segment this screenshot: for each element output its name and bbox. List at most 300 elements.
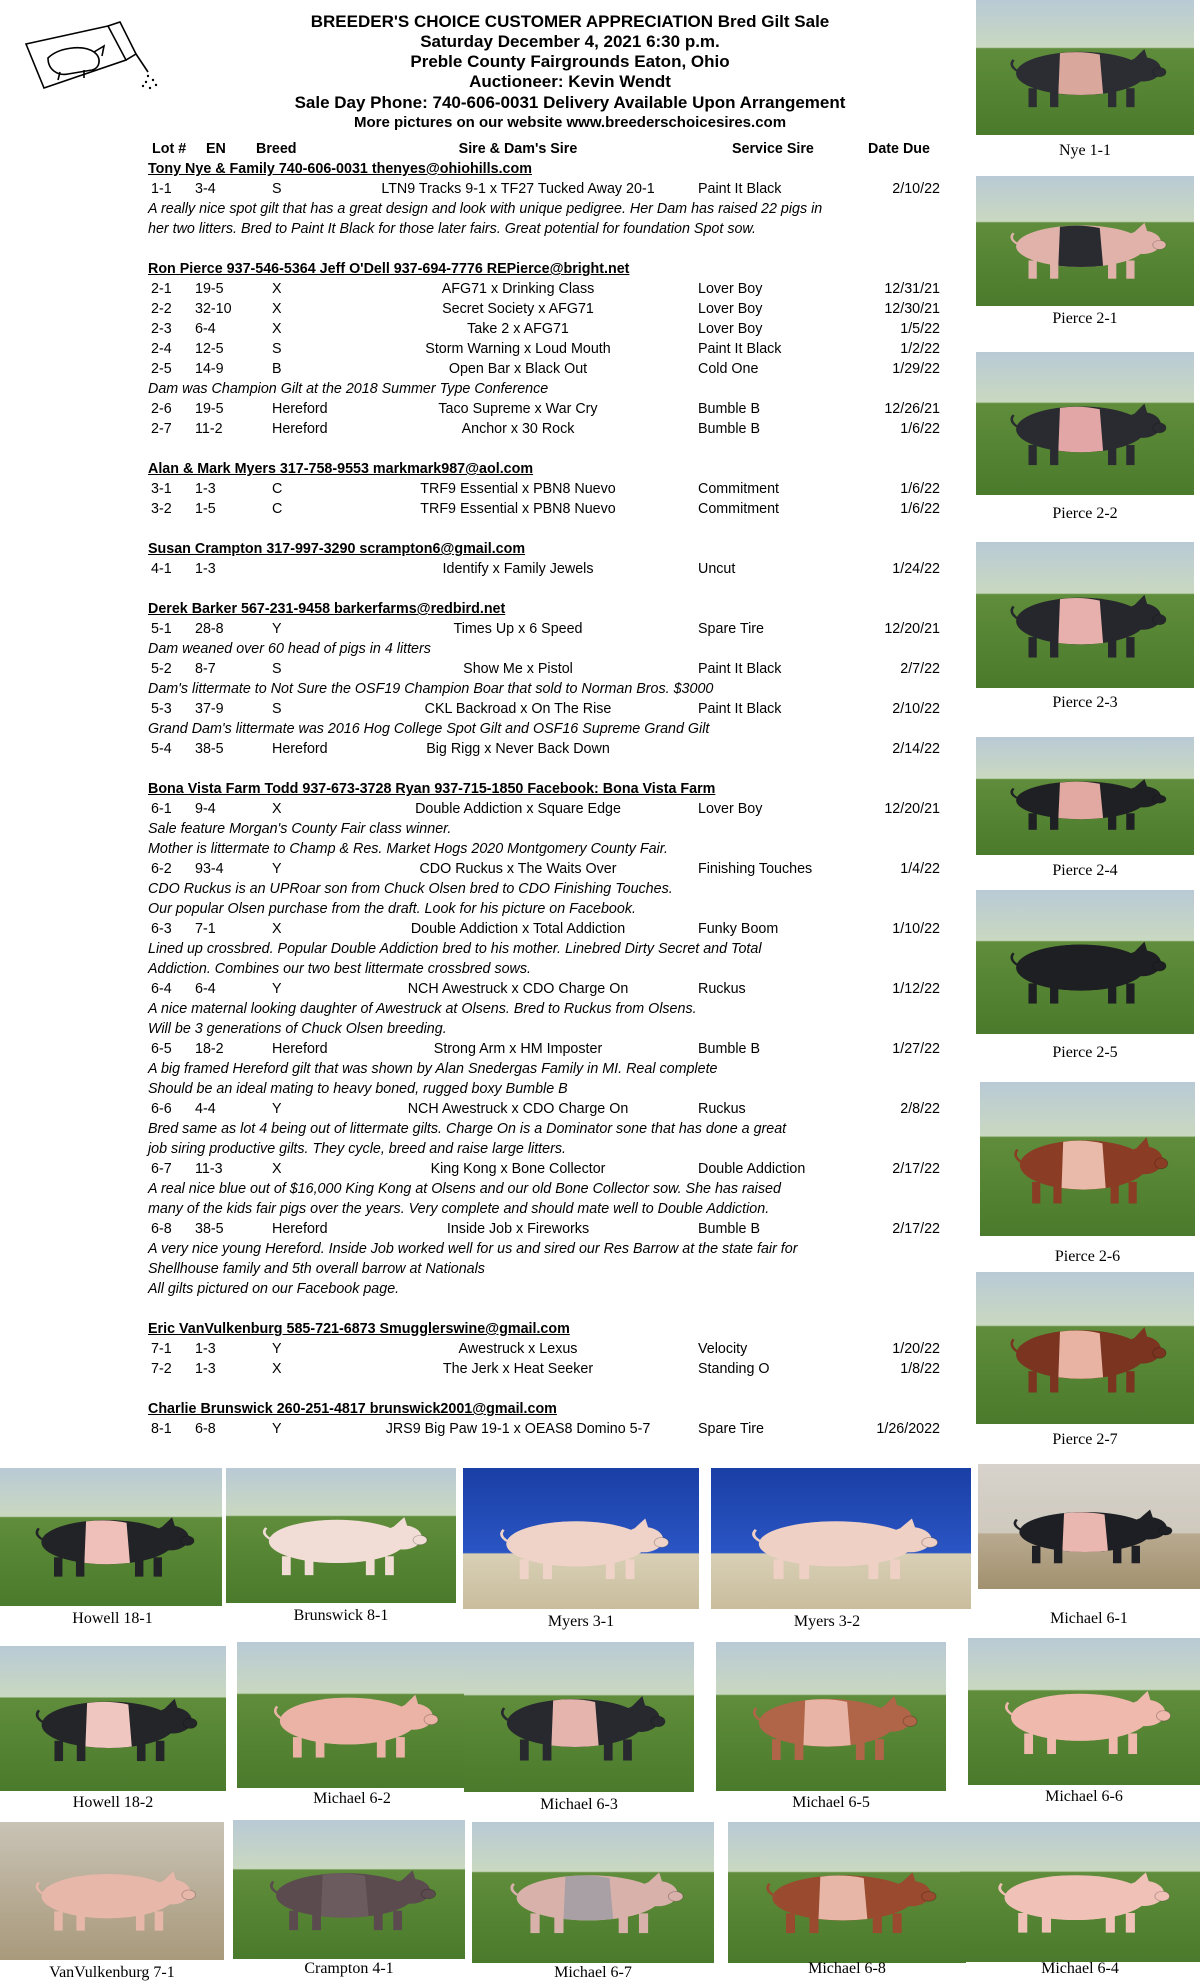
ear-notch: 19-5 [195, 281, 224, 297]
ear-notch: 1-5 [195, 501, 216, 517]
breed: Hereford [272, 401, 328, 417]
photo-caption: Howell 18-1 [72, 1610, 153, 1627]
photo-caption: Michael 6-1 [1050, 1610, 1128, 1627]
ear-notch: 19-5 [195, 401, 224, 417]
sale-location: Preble County Fairgrounds Eaton, Ohio [410, 52, 730, 71]
pig-photo [472, 1822, 714, 1963]
breed: Y [272, 981, 282, 997]
breed: B [272, 361, 282, 377]
photo-caption: Myers 3-1 [547, 1613, 615, 1630]
service-sire: Lover Boy [698, 801, 763, 817]
date-due: 1/20/22 [892, 1341, 940, 1357]
date-due: 1/5/22 [900, 321, 940, 337]
ear-notch: 7-1 [195, 921, 216, 937]
pig-icon [491, 1510, 670, 1581]
sire-dam-sire: AFG71 x Drinking Class [441, 281, 595, 297]
pig-icon [1006, 1128, 1169, 1205]
lot-note: her two litters. Bred to Paint It Black for those later fairs. Great potential for foundation Spot sow. [148, 221, 756, 237]
service-sire: Paint It Black [698, 341, 782, 357]
column-headers [148, 140, 958, 160]
lot-number: 5-3 [151, 701, 172, 717]
date-due: 1/4/22 [900, 861, 940, 877]
lot-note: Grand Dam's littermate was 2016 Hog College Spot Gilt and OSF16 Supreme Grand Gilt [148, 721, 710, 737]
sale-header [170, 12, 970, 132]
pig-icon [27, 1863, 197, 1932]
consignor-heading: Ron Pierce 937-546-5364 Jeff O'Dell 937-694-7776 REPierce@bright.net [148, 261, 630, 277]
pig-photo [976, 737, 1194, 855]
lot-number: 6-3 [151, 921, 172, 937]
photo-caption: Michael 6-5 [792, 1794, 870, 1811]
sire-dam-sire: King Kong x Bone Collector [430, 1161, 606, 1177]
photo-caption: Michael 6-8 [808, 1960, 886, 1977]
ear-notch: 1-3 [195, 561, 216, 577]
photo-caption: Myers 3-2 [793, 1613, 861, 1630]
lot-row [148, 920, 958, 940]
spacer [148, 580, 958, 600]
lot-number: 3-2 [151, 501, 172, 517]
sire-dam-sire: Open Bar x Black Out [448, 361, 588, 377]
lot-row [148, 480, 958, 500]
sire-dam-sire: NCH Awestruck x CDO Charge On [407, 981, 629, 997]
breed: Y [272, 621, 282, 637]
pig-photo [0, 1468, 222, 1606]
photo-caption: Pierce 2-2 [1052, 505, 1118, 522]
pig-photo [464, 1642, 694, 1792]
sale-title: BREEDER'S CHOICE CUSTOMER APPRECIATION Bred Gilt Sale [310, 12, 830, 31]
date-due: 1/6/22 [900, 481, 940, 497]
service-sire: Finishing Touches [698, 861, 813, 877]
date-due: 2/17/22 [892, 1221, 940, 1237]
pig-icon [501, 1864, 685, 1935]
sire-dam-sire: Big Rigg x Never Back Down [426, 741, 610, 757]
lot-number: 6-5 [151, 1041, 172, 1057]
col-lot: Lot # [152, 141, 187, 157]
pig-icon [1002, 215, 1168, 280]
lot-row [148, 620, 958, 640]
lot-note: A really nice spot gilt that has a great design and look with unique pedigree. Her Dam has raised 22 pigs in [148, 201, 823, 217]
col-en: EN [206, 141, 226, 157]
consignor-heading: Derek Barker 567-231-9458 barkerfarms@redbird.net [148, 601, 506, 617]
sale-listing [148, 140, 958, 1440]
lot-number: 2-6 [151, 401, 172, 417]
lot-number: 1-1 [151, 181, 172, 197]
lot-row [148, 1040, 958, 1060]
date-due: 2/10/22 [892, 701, 940, 717]
ear-notch: 9-4 [195, 801, 216, 817]
ear-notch: 1-3 [195, 1341, 216, 1357]
breed: Hereford [272, 1221, 328, 1237]
pig-icon [27, 1509, 196, 1578]
photo-caption: Michael 6-2 [313, 1790, 391, 1807]
lot-number: 5-2 [151, 661, 172, 677]
ear-notch: 28-8 [195, 621, 224, 637]
pig-icon [757, 1864, 938, 1935]
lot-number: 4-1 [151, 561, 172, 577]
lot-number: 7-1 [151, 1341, 172, 1357]
service-sire: Paint It Black [698, 181, 782, 197]
breed: S [272, 341, 282, 357]
breed: Y [272, 1341, 282, 1357]
pig-photo [728, 1822, 966, 1963]
lot-number: 2-3 [151, 321, 172, 337]
service-sire: Bumble B [698, 401, 760, 417]
service-sire: Bumble B [698, 421, 760, 437]
lot-row [148, 700, 958, 720]
sire-dam-sire: NCH Awestruck x CDO Charge On [407, 1101, 629, 1117]
lot-number: 2-1 [151, 281, 172, 297]
date-due: 1/29/22 [892, 361, 940, 377]
service-sire: Spare Tire [698, 1421, 764, 1437]
pig-photo [226, 1468, 456, 1603]
service-sire: Lover Boy [698, 321, 763, 337]
ear-notch: 6-4 [195, 981, 216, 997]
photo-caption: Michael 6-6 [1045, 1788, 1123, 1805]
pig-icon [1005, 1502, 1174, 1565]
breed: X [272, 801, 282, 817]
date-due: 1/12/22 [892, 981, 940, 997]
pig-icon [254, 1509, 429, 1577]
lot-note: All gilts pictured on our Facebook page. [148, 1281, 400, 1297]
lot-row [148, 280, 958, 300]
pig-photo [976, 176, 1194, 306]
breed: Hereford [272, 741, 328, 757]
pig-photo [976, 890, 1194, 1034]
service-sire: Standing O [698, 1361, 770, 1377]
date-due: 1/26/2022 [876, 1421, 940, 1437]
lot-note: Our popular Olsen purchase from the draft. Look for his picture on Facebook. [148, 901, 636, 917]
lot-note: Shellhouse family and 5th overall barrow at Nationals [148, 1261, 485, 1277]
sire-dam-sire: Secret Society x AFG71 [442, 301, 594, 317]
lot-number: 2-4 [151, 341, 172, 357]
pig-icon [1002, 772, 1168, 831]
lot-row [148, 1420, 958, 1440]
lot-row [148, 860, 958, 880]
lot-row [148, 1340, 958, 1360]
sire-dam-sire: TRF9 Essential x PBN8 Nuevo [420, 481, 616, 497]
lot-row [148, 1220, 958, 1240]
date-due: 2/17/22 [892, 1161, 940, 1177]
spacer [148, 520, 958, 540]
pig-photo [960, 1822, 1200, 1962]
service-sire: Cold One [698, 361, 759, 377]
pig-photo [980, 1082, 1195, 1236]
lot-row [148, 360, 958, 380]
lot-note: A big framed Hereford gilt that was shown by Alan Snedergas Family in MI. Real complete [148, 1061, 718, 1077]
spacer [148, 1300, 958, 1320]
lot-note: CDO Ruckus is an UPRoar son from Chuck Olsen bred to CDO Finishing Touches. [148, 881, 673, 897]
lot-row [148, 1360, 958, 1380]
ear-notch: 1-3 [195, 1361, 216, 1377]
service-sire: Spare Tire [698, 621, 764, 637]
service-sire: Paint It Black [698, 701, 782, 717]
lot-row [148, 560, 958, 580]
ear-notch: 12-5 [195, 341, 224, 357]
consignor-heading: Bona Vista Farm Todd 937-673-3728 Ryan 937-715-1850 Facebook: Bona Vista Farm [148, 781, 716, 797]
lot-number: 5-1 [151, 621, 172, 637]
photo-caption: VanVulkenburg 7-1 [49, 1964, 175, 1981]
lot-number: 8-1 [151, 1421, 172, 1437]
lot-number: 2-7 [151, 421, 172, 437]
date-due: 1/8/22 [900, 1361, 940, 1377]
service-sire: Ruckus [698, 981, 746, 997]
pig-icon [742, 1510, 940, 1581]
breed: C [272, 501, 283, 517]
lot-row [148, 1160, 958, 1180]
sire-dam-sire: Take 2 x AFG71 [467, 321, 569, 337]
sire-dam-sire: The Jerk x Heat Seeker [442, 1361, 594, 1377]
ear-notch: 14-9 [195, 361, 224, 377]
sire-dam-sire: Strong Arm x HM Imposter [433, 1041, 603, 1057]
pig-photo [711, 1468, 971, 1609]
sire-dam-sire: Identify x Family Jewels [442, 561, 594, 577]
date-due: 2/7/22 [900, 661, 940, 677]
sire-dam-sire: TRF9 Essential x PBN8 Nuevo [420, 501, 616, 517]
pig-icon [492, 1687, 667, 1762]
consignor-heading: Susan Crampton 317-997-3290 scrampton6@gmail.com [148, 541, 526, 557]
pig-icon [1002, 586, 1168, 659]
pig-icon [744, 1687, 919, 1762]
lot-number: 5-4 [151, 741, 172, 757]
ear-notch: 18-2 [195, 1041, 224, 1057]
breed: C [272, 481, 283, 497]
photo-caption: Pierce 2-3 [1052, 694, 1118, 711]
lot-note: Bred same as lot 4 being out of littermate gilts. Charge On is a Dominator sone that has done a great [148, 1121, 787, 1137]
col-date-due: Date Due [868, 141, 930, 157]
pig-photo [463, 1468, 699, 1609]
date-due: 12/20/21 [884, 801, 940, 817]
consignor-heading: Tony Nye & Family 740-606-0031 thenyes@ohiohills.com [148, 161, 532, 177]
lot-note: A real nice blue out of $16,000 King Kong at Olsens and our old Bone Collector sow. She has raised [148, 1181, 781, 1197]
auctioneer: Auctioneer: Kevin Wendt [469, 72, 671, 91]
pig-icon [1002, 933, 1168, 1005]
breed: S [272, 701, 282, 717]
date-due: 1/27/22 [892, 1041, 940, 1057]
breed: Y [272, 1101, 282, 1117]
date-due: 12/30/21 [884, 301, 940, 317]
service-sire: Bumble B [698, 1221, 760, 1237]
sale-date: Saturday December 4, 2021 6:30 p.m. [420, 32, 720, 51]
ear-notch: 6-8 [195, 1421, 216, 1437]
date-due: 12/26/21 [884, 401, 940, 417]
service-sire: Funky Boom [698, 921, 779, 937]
lot-note: Mother is littermate to Champ & Res. Market Hogs 2020 Montgomery County Fair. [148, 841, 668, 857]
lot-note: job siring productive gilts. They cycle, breed and raise large litters. [148, 1141, 566, 1157]
date-due: 12/20/21 [884, 621, 940, 637]
photo-caption: Pierce 2-5 [1052, 1044, 1118, 1061]
sire-dam-sire: Times Up x 6 Speed [453, 621, 583, 637]
date-due: 1/2/22 [900, 341, 940, 357]
lot-row [148, 500, 958, 520]
pig-photo [233, 1820, 465, 1959]
photo-caption: Crampton 4-1 [304, 1960, 394, 1977]
ear-notch: 4-4 [195, 1101, 216, 1117]
sire-dam-sire: Show Me x Pistol [463, 661, 573, 677]
pig-photo [716, 1642, 946, 1791]
photo-caption: Pierce 2-1 [1052, 310, 1118, 327]
ear-notch: 1-3 [195, 481, 216, 497]
lot-note: A very nice young Hereford. Inside Job worked well for us and sired our Res Barrow at the state fair for [148, 1241, 798, 1257]
ear-notch: 3-4 [195, 181, 216, 197]
lot-note: Sale feature Morgan's County Fair class winner. [148, 821, 452, 837]
sire-dam-sire: JRS9 Big Paw 19-1 x OEAS8 Domino 5-7 [385, 1421, 651, 1437]
photo-caption: Michael 6-4 [1041, 1960, 1119, 1977]
date-due: 2/14/22 [892, 741, 940, 757]
lot-note: Addiction. Combines our two best littermate crossbred sows. [148, 961, 532, 977]
lot-number: 2-5 [151, 361, 172, 377]
service-sire: Double Addiction [698, 1161, 806, 1177]
pig-icon [996, 1682, 1172, 1756]
photo-caption: Pierce 2-7 [1052, 1431, 1118, 1448]
lot-note: Dam weaned over 60 head of pigs in 4 litters [148, 641, 431, 657]
photo-caption: Howell 18-2 [72, 1794, 154, 1811]
pig-icon [261, 1862, 437, 1932]
ear-notch: 6-4 [195, 321, 216, 337]
pig-photo [968, 1638, 1200, 1785]
lot-number: 3-1 [151, 481, 172, 497]
lot-row [148, 180, 958, 200]
lot-note: Dam was Champion Gilt at the 2018 Summer Type Conference [148, 381, 549, 397]
pig-icon [1002, 395, 1168, 467]
ear-notch: 32-10 [195, 301, 232, 317]
service-sire: Uncut [698, 561, 736, 577]
col-breed: Breed [256, 141, 297, 157]
pig-icon [989, 1864, 1171, 1934]
breed: X [272, 301, 282, 317]
date-due: 12/31/21 [884, 281, 940, 297]
spacer [148, 240, 958, 260]
pig-photo [237, 1642, 467, 1788]
pig-photo [976, 0, 1194, 135]
pig-icon [1002, 41, 1168, 109]
spacer [148, 760, 958, 780]
lot-row [148, 660, 958, 680]
service-sire: Velocity [698, 1341, 748, 1357]
pig-photo [0, 1822, 224, 1960]
ear-notch: 11-2 [195, 421, 223, 437]
sire-dam-sire: Double Addiction x Square Edge [415, 801, 621, 817]
lot-row [148, 400, 958, 420]
photo-caption: Pierce 2-6 [1054, 1248, 1121, 1265]
lot-number: 7-2 [151, 1361, 172, 1377]
pig-photo [976, 1272, 1194, 1424]
breed: Hereford [272, 421, 328, 437]
pig-icon [1002, 1318, 1168, 1394]
breed: S [272, 661, 282, 677]
consignor-heading: Alan & Mark Myers 317-758-9553 markmark987@aol.com [148, 461, 534, 477]
date-due: 1/6/22 [900, 501, 940, 517]
consignor-heading: Charlie Brunswick 260-251-4817 brunswick2001@gmail.com [148, 1401, 557, 1417]
pig-photo [0, 1646, 226, 1791]
pig-icon [265, 1686, 440, 1759]
lot-note: Dam's littermate to Not Sure the OSF19 Champion Boar that sold to Norman Bros. $3000 [148, 681, 714, 697]
spacer [148, 440, 958, 460]
lot-note: Will be 3 generations of Chuck Olsen breeding. [148, 1021, 447, 1037]
breed: X [272, 921, 282, 937]
lot-row [148, 320, 958, 340]
lot-row [148, 420, 958, 440]
service-sire: Lover Boy [698, 301, 763, 317]
lot-note: Should be an ideal mating to heavy boned, rugged boxy Bumble B [148, 1081, 568, 1097]
spacer [148, 1380, 958, 1400]
ear-notch: 38-5 [195, 1221, 224, 1237]
breed: X [272, 1161, 282, 1177]
date-due: 1/24/22 [892, 561, 940, 577]
service-sire: Commitment [698, 481, 780, 497]
lot-number: 6-7 [151, 1161, 172, 1177]
pig-icon [27, 1690, 199, 1763]
sire-dam-sire: CKL Backroad x On The Rise [424, 701, 612, 717]
lot-number: 6-4 [151, 981, 172, 997]
sire-dam-sire: Anchor x 30 Rock [461, 421, 575, 437]
service-sire: Commitment [698, 501, 780, 517]
ear-notch: 93-4 [195, 861, 224, 877]
sale-phone: Sale Day Phone: 740-606-0031 Delivery Available Upon Arrangement [294, 93, 846, 112]
logo-pig-bottle [8, 14, 168, 114]
service-sire: Lover Boy [698, 281, 763, 297]
lot-number: 6-6 [151, 1101, 172, 1117]
breed: X [272, 1361, 282, 1377]
pig-photo [976, 352, 1194, 495]
col-service-sire: Service Sire [732, 141, 814, 157]
date-due: 1/6/22 [900, 421, 940, 437]
date-due: 2/10/22 [892, 181, 940, 197]
photo-caption: Michael 6-3 [540, 1796, 618, 1813]
lot-row [148, 300, 958, 320]
photo-caption: Brunswick 8-1 [293, 1607, 389, 1624]
website-line: More pictures on our website www.breederschoicesires.com [353, 114, 787, 131]
lot-number: 6-8 [151, 1221, 172, 1237]
breed: Y [272, 1421, 282, 1437]
sire-dam-sire: Awestruck x Lexus [458, 1341, 578, 1357]
consignor-heading: Eric VanVulkenburg 585-721-6873 Smugglerswine@gmail.com [148, 1321, 570, 1337]
sire-dam-sire: CDO Ruckus x The Waits Over [419, 861, 617, 877]
lot-row [148, 980, 958, 1000]
sire-dam-sire: Double Addiction x Total Addiction [410, 921, 626, 937]
sire-dam-sire: Taco Supreme x War Cry [438, 401, 598, 417]
photo-caption: Michael 6-7 [554, 1964, 632, 1981]
lot-row [148, 1100, 958, 1120]
date-due: 2/8/22 [900, 1101, 940, 1117]
ear-notch: 11-3 [195, 1161, 223, 1177]
col-sire: Sire & Dam's Sire [458, 141, 578, 157]
lot-number: 6-1 [151, 801, 172, 817]
lot-row [148, 740, 958, 760]
photo-caption: Nye 1-1 [1059, 142, 1111, 159]
pig-photo [976, 542, 1194, 688]
breed: X [272, 281, 282, 297]
ear-notch: 37-9 [195, 701, 224, 717]
photo-caption: Pierce 2-4 [1052, 862, 1118, 879]
service-sire: Bumble B [698, 1041, 760, 1057]
lot-number: 6-2 [151, 861, 172, 877]
lot-note: Lined up crossbred. Popular Double Addiction bred to his mother. Linebred Dirty Secret and Total [148, 941, 762, 957]
sire-dam-sire: Storm Warning x Loud Mouth [425, 341, 611, 357]
pig-photo [978, 1464, 1200, 1589]
lot-number: 2-2 [151, 301, 172, 317]
date-due: 1/10/22 [892, 921, 940, 937]
ear-notch: 8-7 [195, 661, 216, 677]
lot-row [148, 340, 958, 360]
lot-row [148, 800, 958, 820]
breed: Y [272, 861, 282, 877]
breed: Hereford [272, 1041, 328, 1057]
lot-note: many of the kids fair pigs over the years. Very complete and should mate well to Double Addiction. [148, 1201, 770, 1217]
service-sire: Paint It Black [698, 661, 782, 677]
breed: X [272, 321, 282, 337]
service-sire: Ruckus [698, 1101, 746, 1117]
ear-notch: 38-5 [195, 741, 224, 757]
lot-note: A nice maternal looking daughter of Awestruck at Olsens. Bred to Ruckus from Olsens. [148, 1001, 697, 1017]
